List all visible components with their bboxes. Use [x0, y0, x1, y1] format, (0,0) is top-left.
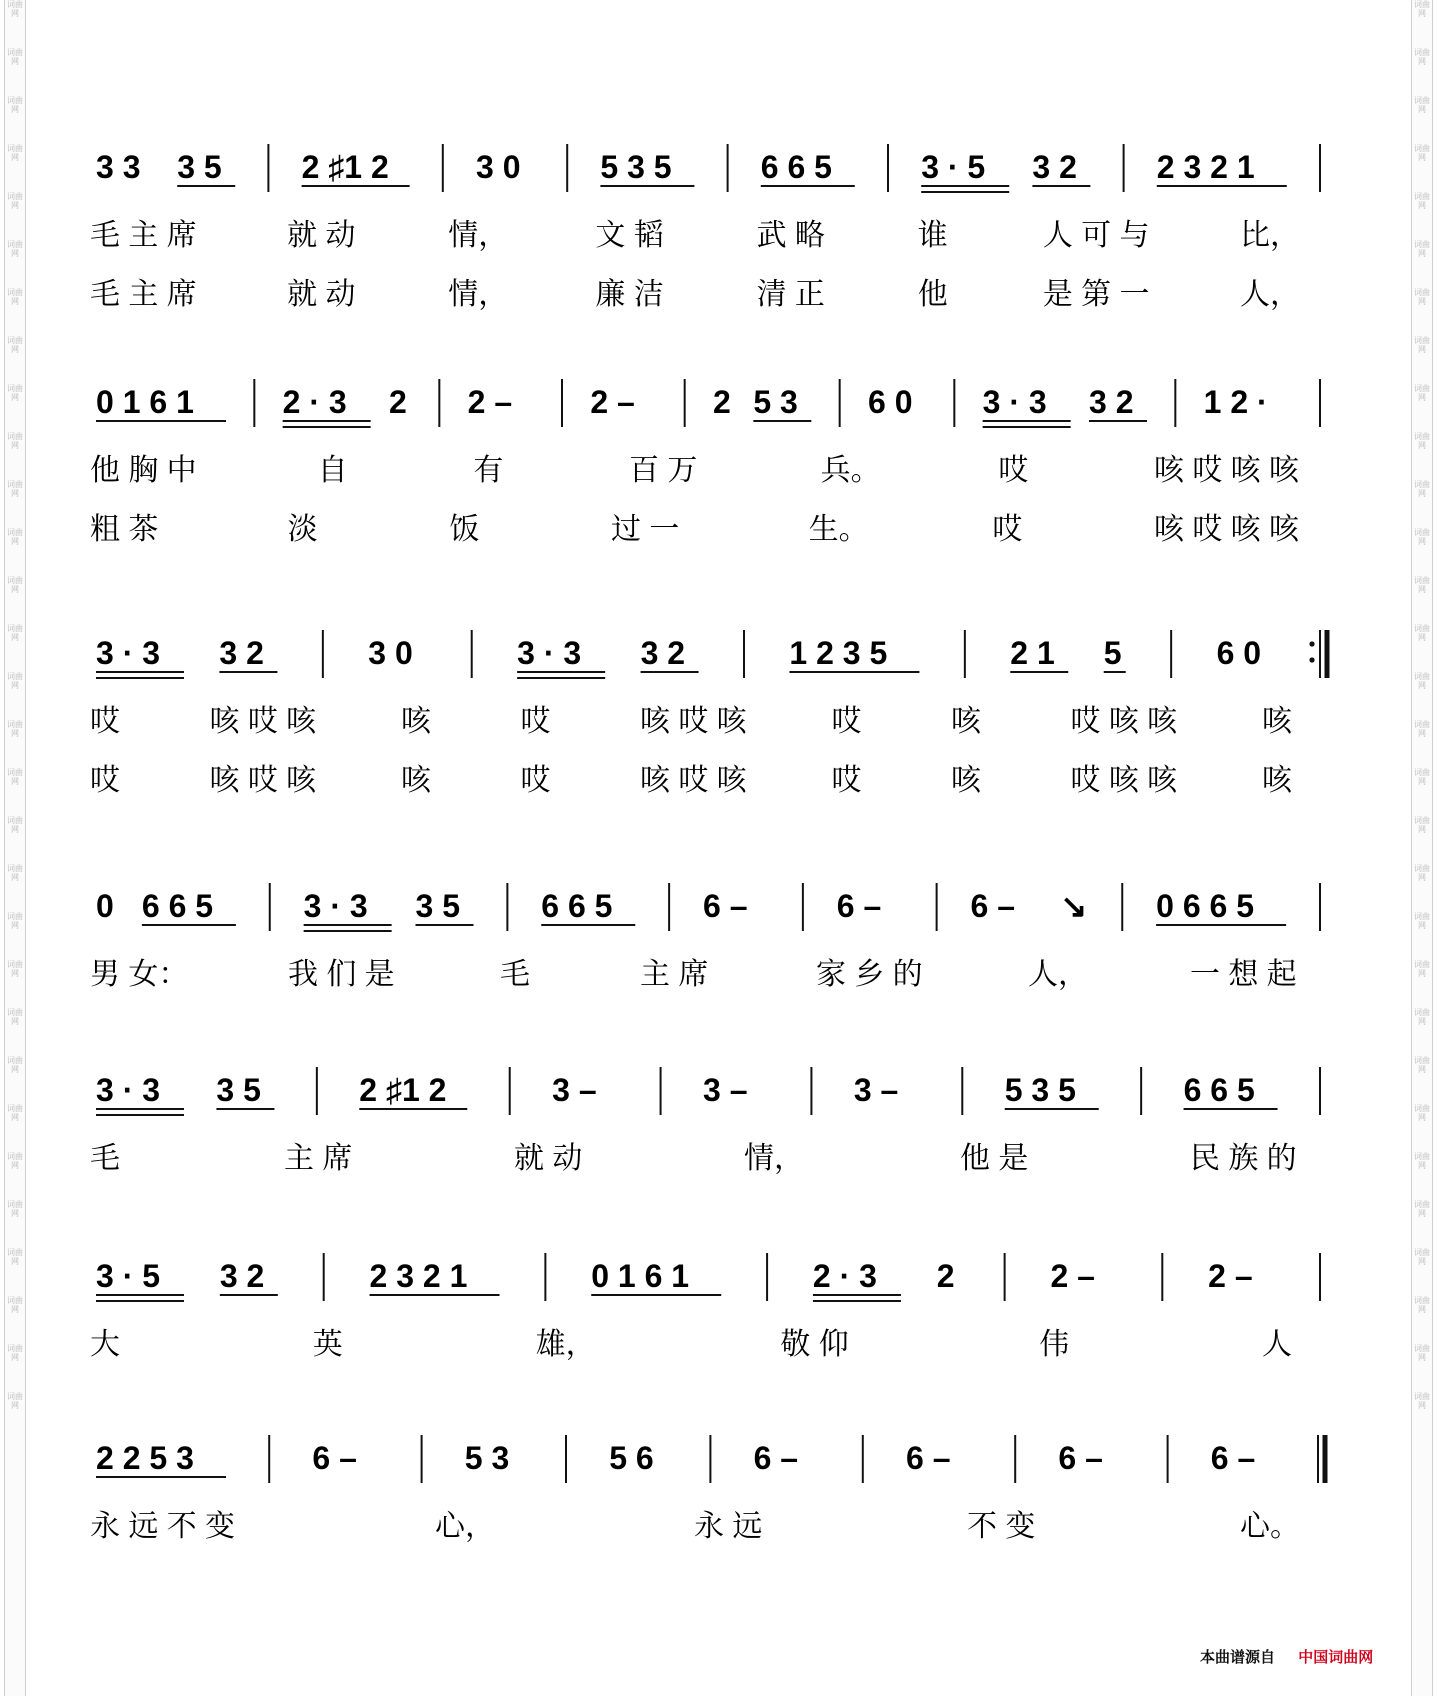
lyric-text: 哎: [992, 513, 1023, 546]
note-group: 3 5: [177, 149, 222, 185]
note-group: 2 · 3: [282, 384, 347, 420]
lyric-text: 哎: [831, 705, 862, 738]
lyric-text: 英: [312, 1328, 343, 1361]
watermark-label: 词曲网: [7, 288, 23, 306]
note-group: 0 6 6 5: [1156, 888, 1254, 924]
note-group: 2: [936, 1258, 955, 1294]
lyric-text: 咳 哎 咳: [209, 764, 317, 797]
watermark-label: 词曲网: [1414, 672, 1430, 690]
note-group: 3 · 3: [982, 384, 1047, 420]
lyric-text: 兵。: [820, 454, 881, 487]
note-group: 2 –: [1050, 1258, 1095, 1294]
lyric-text: 哎: [831, 764, 862, 797]
note-group: 3 5: [216, 1072, 261, 1108]
lyric-text: 咳: [1262, 764, 1292, 797]
note-group: 3 0: [368, 635, 413, 671]
note-group: 2 · 3: [812, 1258, 877, 1294]
lyric-text: 谁: [917, 219, 948, 252]
lyric-text: 咳: [951, 705, 981, 738]
lyric-text: 自: [317, 454, 348, 487]
watermark-label: 词曲网: [7, 1248, 23, 1266]
watermark-label: 词曲网: [1414, 960, 1430, 978]
lyric-text: 咳 哎 咳 咳: [1154, 454, 1300, 487]
note-group: 3 –: [552, 1072, 597, 1108]
lyric-text: 哎: [90, 705, 120, 738]
note-group: 6 –: [906, 1440, 951, 1476]
lyric-text: 我 们 是: [288, 958, 395, 991]
watermark-label: 词曲网: [1414, 1152, 1430, 1170]
watermark-label: 词曲网: [7, 720, 23, 738]
lyric-text: 咳 哎 咳: [640, 705, 747, 738]
lyric-text: 家 乡 的: [816, 958, 923, 991]
lyric-text: 民 族 的: [1190, 1142, 1297, 1175]
watermark-label: 词曲网: [1414, 1296, 1430, 1314]
note-group: 1 2 3 5: [789, 635, 888, 671]
note-group: 3 3: [96, 149, 141, 185]
note-group: 2: [713, 384, 731, 420]
lyric-text: 主 席: [284, 1142, 353, 1175]
lyric-text: 敬 仰: [780, 1328, 849, 1361]
note-group: 3 2: [1089, 384, 1134, 420]
note-group: 2 ♯1 2: [359, 1072, 447, 1108]
watermark-label: 词曲网: [7, 240, 23, 258]
watermark-label: 词曲网: [7, 672, 23, 690]
lyric-text: 人，: [1240, 278, 1300, 311]
watermark-label: 词曲网: [7, 1008, 23, 1026]
watermark-label: 词曲网: [7, 1392, 23, 1410]
lyric-text: 毛 主 席: [90, 219, 197, 252]
watermark-label: 词曲网: [1414, 336, 1430, 354]
lyric-text: 廉 洁: [595, 278, 664, 311]
lyric-text: 他: [917, 278, 948, 311]
watermark-label: 词曲网: [1414, 192, 1430, 210]
lyric-text: 有: [473, 454, 504, 487]
lyric-text: 就 动: [514, 1142, 583, 1175]
note-group: 3 2: [640, 635, 686, 671]
lyric-text: 他 胸 中: [90, 454, 197, 487]
note-group: 6 –: [703, 888, 748, 924]
watermark-label: 词曲网: [1414, 912, 1430, 930]
lyric-text: 毛 主 席: [90, 278, 197, 311]
lyric-text: 毛: [500, 958, 530, 991]
note-group: 3 2: [219, 635, 264, 671]
watermark-label: 词曲网: [1414, 480, 1430, 498]
note-group: 5 6: [609, 1440, 654, 1476]
note-group: 3 –: [703, 1072, 748, 1108]
lyric-text: 伟: [1039, 1328, 1070, 1361]
lyric-text: 是 第 一: [1042, 278, 1150, 311]
source-footer: [1200, 1646, 1373, 1667]
lyric-text: 男 女：: [90, 958, 189, 991]
note-group: 0 1 6 1: [96, 384, 194, 420]
lyric-text: 人 可 与: [1042, 219, 1150, 252]
note-group: 3 · 3: [96, 635, 161, 671]
lyric-text: 永 远 不 变: [90, 1510, 236, 1543]
lyric-text: 情，: [448, 219, 509, 252]
note-group: 2 2 5 3: [96, 1440, 194, 1476]
watermark-label: 词曲网: [1414, 624, 1430, 642]
lyric-text: 心，: [435, 1510, 495, 1543]
watermark-label: 词曲网: [1414, 1008, 1430, 1026]
lyric-text: 情，: [448, 278, 509, 311]
note-group: 3 · 5: [96, 1258, 161, 1294]
lyric-text: 哎: [998, 454, 1029, 487]
watermark-label: 词曲网: [1414, 96, 1430, 114]
note-group: 3 · 5: [921, 149, 986, 185]
note-group: 6 –: [312, 1440, 357, 1476]
note-group: 6 –: [753, 1440, 799, 1476]
note-group: 2: [389, 384, 407, 420]
lyric-text: 就 动: [287, 219, 356, 252]
lyric-text: 人: [1262, 1328, 1292, 1361]
lyric-text: 淡: [287, 513, 318, 546]
note-group: 6 6 5: [1183, 1072, 1255, 1108]
lyric-text: 粗 茶: [90, 513, 159, 546]
watermark-label: 词曲网: [7, 384, 23, 402]
note-group: 2 3 2 1: [369, 1258, 468, 1294]
lyric-text: 百 万: [629, 454, 698, 487]
watermark-label: 词曲网: [7, 336, 23, 354]
lyric-text: 大: [90, 1328, 120, 1361]
watermark-label: 词曲网: [7, 480, 23, 498]
note-group: 0 1 6 1: [591, 1258, 690, 1294]
watermark-label: 词曲网: [1414, 288, 1430, 306]
watermark-label: 词曲网: [1414, 240, 1430, 258]
lyric-text: 人，: [1028, 958, 1088, 991]
watermark-label: 词曲网: [1414, 48, 1430, 66]
repeat-dot: [1309, 657, 1314, 662]
lyric-text: 咳: [401, 705, 431, 738]
watermark-label: 词曲网: [7, 1056, 23, 1074]
lyric-text: 生。: [808, 513, 869, 546]
lyric-text: 永 远: [694, 1510, 763, 1543]
watermark-label: 词曲网: [7, 1104, 23, 1122]
watermark-label: 词曲网: [1414, 720, 1430, 738]
note-group: 2 –: [1208, 1258, 1253, 1294]
note-group: 3 · 3: [517, 635, 582, 671]
lyric-text: 咳 哎 咳: [209, 705, 317, 738]
note-group: 6 6 5: [141, 888, 214, 924]
note-group: 2 1: [1010, 635, 1055, 671]
note-group: 0: [96, 888, 114, 924]
watermark-label: 词曲网: [7, 960, 23, 978]
lyric-text: 武 略: [756, 219, 825, 252]
watermark-label: 词曲网: [1414, 864, 1430, 882]
note-group: 5 3 5: [600, 149, 672, 185]
lyric-text: 清 正: [756, 278, 825, 311]
note-group: 2 3 2 1: [1156, 149, 1255, 185]
watermark-label: 词曲网: [1414, 528, 1430, 546]
lyric-text: 他 是: [960, 1142, 1029, 1175]
note-group: 5 3: [464, 1440, 510, 1476]
watermark-label: 词曲网: [1414, 1104, 1430, 1122]
watermark-label: 词曲网: [1414, 432, 1430, 450]
note-group: 3 0: [476, 149, 521, 185]
note-group: 6 –: [1058, 1440, 1103, 1476]
note-group: 2 –: [590, 384, 635, 420]
watermark-label: 词曲网: [7, 576, 23, 594]
lyric-text: 哎 咳 咳: [1070, 705, 1178, 738]
watermark-label: 词曲网: [1414, 0, 1430, 18]
lyric-text: 情，: [744, 1142, 804, 1175]
watermark-label: 词曲网: [7, 1296, 23, 1314]
lyric-text: 饭: [449, 513, 480, 546]
watermark-label: 词曲网: [7, 864, 23, 882]
note-group: 3 · 3: [96, 1072, 161, 1108]
watermark-label: 词曲网: [1414, 1392, 1430, 1410]
lyric-text: 不 变: [967, 1510, 1036, 1543]
watermark-label: 词曲网: [7, 528, 23, 546]
lyric-text: 毛: [90, 1142, 120, 1175]
note-group: 2 –: [467, 384, 513, 420]
lyric-text: 咳 哎 咳: [640, 764, 747, 797]
lyric-text: 比，: [1240, 219, 1300, 252]
watermark-label: 词曲网: [7, 1152, 23, 1170]
note-group: 6 6 5: [760, 149, 832, 185]
note-group: 2 ♯1 2: [301, 149, 389, 185]
note-group: 3 5: [415, 888, 460, 924]
watermark-label: 词曲网: [1414, 1344, 1430, 1362]
site-name-link[interactable]: 中国词曲网: [1298, 1648, 1374, 1666]
lyric-text: 哎: [520, 705, 551, 738]
watermark-label: 词曲网: [7, 192, 23, 210]
note-group: 5 3: [753, 384, 798, 420]
lyric-text: 就 动: [287, 278, 356, 311]
note-group: 6 0: [868, 384, 913, 420]
lyric-text: 咳: [1262, 705, 1292, 738]
repeat-dot: [1309, 641, 1314, 646]
source-label: 本曲谱源自: [1200, 1648, 1276, 1666]
watermark-label: 词曲网: [1414, 768, 1430, 786]
watermark-label: 词曲网: [7, 0, 23, 18]
lyric-text: 文 韬: [595, 219, 664, 252]
note-group: 6 –: [970, 888, 1015, 924]
watermark-label: 词曲网: [7, 432, 23, 450]
note-group: 6 0: [1216, 635, 1262, 671]
watermark-label: 词曲网: [1414, 144, 1430, 162]
note-group: 6 6 5: [541, 888, 613, 924]
lyric-text: 咳: [401, 764, 431, 797]
watermark-label: 词曲网: [1414, 1248, 1430, 1266]
note-group: 5: [1103, 635, 1122, 671]
note-group: 3 2: [219, 1258, 265, 1294]
lyric-text: 雄，: [535, 1328, 596, 1361]
watermark-label: 词曲网: [7, 1344, 23, 1362]
lyric-text: 咳 哎 咳 咳: [1154, 513, 1300, 546]
watermark-label: 词曲网: [7, 912, 23, 930]
watermark-label: 词曲网: [7, 48, 23, 66]
watermark-label: 词曲网: [1414, 816, 1430, 834]
lyric-text: 咳: [951, 764, 981, 797]
note-group: 6 –: [1210, 1440, 1256, 1476]
lyric-text: 心。: [1240, 1510, 1300, 1543]
watermark-label: 词曲网: [7, 96, 23, 114]
watermark-label: 词曲网: [7, 1200, 23, 1218]
watermark-label: 词曲网: [7, 816, 23, 834]
lyric-text: 过 一: [611, 513, 680, 546]
watermark-label: 词曲网: [1414, 576, 1430, 594]
note-group: 3 · 3: [303, 888, 368, 924]
lyric-text: 哎: [90, 764, 120, 797]
note-group: 3 2: [1032, 149, 1077, 185]
note-group: ↘: [1060, 888, 1088, 924]
watermark-label: 词曲网: [1414, 1200, 1430, 1218]
note-group: 3 –: [853, 1072, 899, 1108]
watermark-label: 词曲网: [7, 144, 23, 162]
lyric-text: 哎 咳 咳: [1070, 764, 1178, 797]
watermark-label: 词曲网: [7, 768, 23, 786]
note-group: 6 –: [836, 888, 882, 924]
lyric-text: 主 席: [640, 958, 709, 991]
watermark-label: 词曲网: [1414, 384, 1430, 402]
lyric-text: 一 想 起: [1190, 958, 1297, 991]
watermark-label: 词曲网: [7, 624, 23, 642]
lyric-text: 哎: [520, 764, 551, 797]
note-group: 1 2 ·: [1203, 384, 1268, 420]
note-group: 5 3 5: [1004, 1072, 1076, 1108]
watermark-label: 词曲网: [1414, 1056, 1430, 1074]
